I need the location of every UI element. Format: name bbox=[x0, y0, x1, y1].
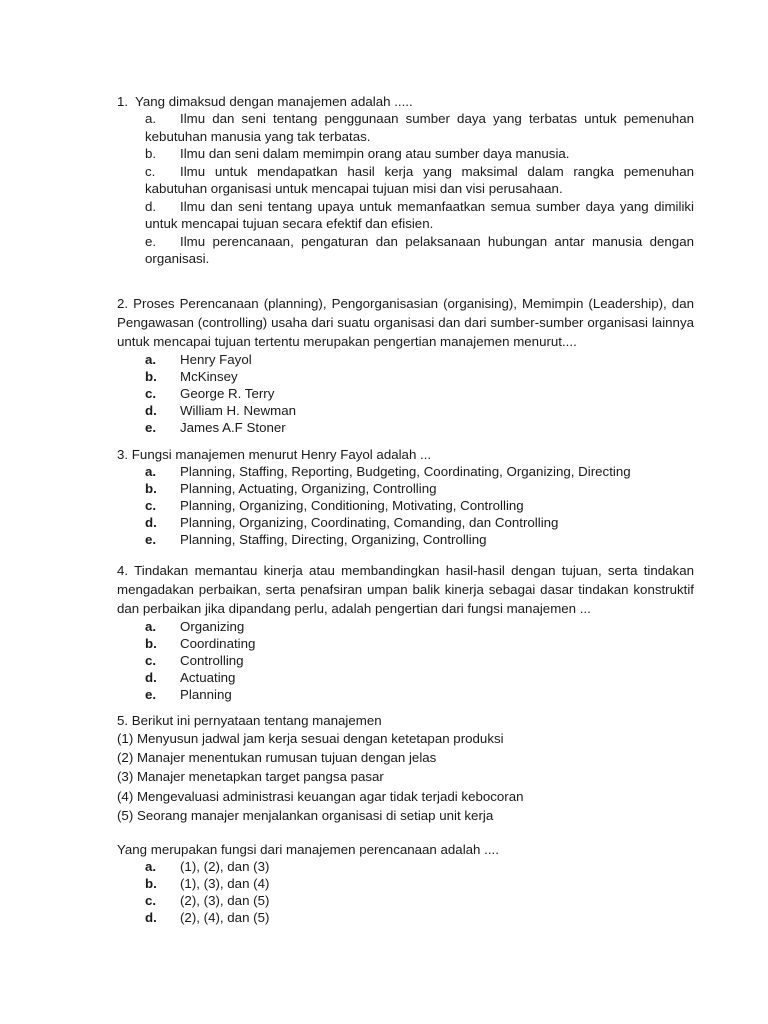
option-letter: b. bbox=[145, 636, 157, 651]
option-text: (2), (3), dan (5) bbox=[180, 893, 270, 909]
option-letter: a. bbox=[145, 464, 157, 479]
option-letter: e. bbox=[145, 420, 157, 435]
question-sub-stem: Yang merupakan fungsi dari manajemen perencanaan adalah .... bbox=[117, 842, 499, 858]
option-letter: c. bbox=[145, 893, 157, 909]
option-item bbox=[117, 402, 694, 419]
question-3 bbox=[117, 446, 694, 548]
option-text: Planning, Staffing, Directing, Organizing, Controlling bbox=[180, 532, 487, 547]
option-letter: a. bbox=[145, 111, 157, 126]
option-letter: c. bbox=[145, 163, 156, 179]
option-text: Planning, Actuating, Organizing, Controlling bbox=[180, 481, 437, 496]
option-item bbox=[117, 892, 694, 909]
option-text: (2), (4), dan (5) bbox=[180, 910, 270, 926]
option-letter: e. bbox=[145, 687, 157, 702]
question-text: Fungsi manajemen menurut Henry Fayol adalah ... bbox=[131, 447, 432, 462]
question-text: Tindakan memantau kinerja atau membandingkan hasil-hasil dengan tujuan, serta tindakan mengadakan perbaikan, serta penafsiran umpan balik kinerja sebagai dasar tindakan konstruktif dan perbaikan jika dipandang perlu, adalah pengertian dari fungsi manajemen ... bbox=[117, 563, 694, 616]
option-text: Planning, Staffing, Reporting, Budgeting, Coordinating, Organizing, Directing bbox=[180, 464, 631, 479]
option-item bbox=[117, 110, 694, 145]
option-text: William H. Newman bbox=[180, 403, 296, 418]
option-item bbox=[117, 463, 694, 480]
option-letter: d. bbox=[145, 910, 157, 926]
option-letter: d. bbox=[145, 403, 157, 418]
question-text: Berikut ini pernyataan tentang manajemen bbox=[131, 713, 382, 728]
option-list bbox=[117, 351, 694, 436]
option-item bbox=[117, 875, 694, 892]
option-letter: c. bbox=[145, 386, 157, 401]
option-letter: a. bbox=[145, 352, 157, 367]
option-text: Ilmu untuk mendapatkan hasil kerja yang maksimal dalam rangka pemenuhan kabutuhan organisasi untuk mencapai tujuan misi dan visi perusahaan. bbox=[145, 163, 694, 196]
option-text: Henry Fayol bbox=[180, 352, 252, 367]
option-letter: d. bbox=[145, 670, 157, 685]
question-number: 2. bbox=[117, 296, 129, 311]
statement-item: (2) Manajer menentukan rumusan tujuan dengan jelas bbox=[117, 750, 437, 766]
option-text: Planning, Organizing, Conditioning, Motivating, Controlling bbox=[180, 498, 524, 513]
option-letter: e. bbox=[145, 233, 157, 249]
question-number: 1. bbox=[117, 94, 129, 109]
option-letter: a. bbox=[145, 859, 157, 875]
option-text: Coordinating bbox=[180, 636, 256, 651]
option-list bbox=[117, 618, 694, 703]
option-item bbox=[117, 635, 694, 652]
option-letter: d. bbox=[145, 515, 157, 530]
statement-item: (3) Manajer menetapkan target pangsa pasar bbox=[117, 769, 384, 785]
option-item bbox=[117, 198, 694, 233]
question-stem bbox=[117, 294, 694, 351]
question-number: 4. bbox=[117, 563, 129, 578]
option-letter: b. bbox=[145, 369, 157, 384]
option-list bbox=[117, 110, 694, 268]
option-text: McKinsey bbox=[180, 369, 238, 384]
question-1 bbox=[117, 93, 694, 268]
option-letter: a. bbox=[145, 619, 157, 634]
option-item bbox=[117, 909, 694, 926]
question-text: Proses Perencanaan (planning), Pengorganisasian (organising), Memimpin (Leadership), dan Pengawasan (controlling) usaha dari suatu organisasi dan dari sumber-sumber organisasi lainnya untuk mencapai tujuan tertentu merupakan pengertian manajemen menurut.... bbox=[117, 296, 694, 349]
option-item bbox=[117, 514, 694, 531]
option-item bbox=[117, 858, 694, 875]
statement-list bbox=[117, 729, 694, 825]
option-text: (1), (2), dan (3) bbox=[180, 859, 270, 875]
question-2 bbox=[117, 294, 694, 436]
option-item bbox=[117, 497, 694, 514]
option-item bbox=[117, 480, 694, 497]
option-letter: e. bbox=[145, 532, 157, 547]
option-item bbox=[117, 618, 694, 635]
option-text: George R. Terry bbox=[180, 386, 275, 401]
option-text: Ilmu dan seni dalam memimpin orang atau sumber daya manusia. bbox=[180, 146, 570, 161]
option-list bbox=[117, 858, 694, 926]
question-stem bbox=[117, 561, 694, 618]
option-letter: c. bbox=[145, 653, 157, 668]
statement-item: (4) Mengevaluasi administrasi keuangan agar tidak terjadi kebocoran bbox=[117, 788, 524, 804]
option-letter: b. bbox=[145, 146, 157, 161]
statement-item: (1) Menyusun jadwal jam kerja sesuai dengan ketetapan produksi bbox=[117, 731, 504, 746]
option-text: Planning, Organizing, Coordinating, Comanding, dan Controlling bbox=[180, 515, 559, 530]
option-item bbox=[117, 233, 694, 268]
option-letter: b. bbox=[145, 481, 157, 496]
option-letter: c. bbox=[145, 498, 157, 513]
option-text: Controlling bbox=[180, 653, 244, 668]
option-letter: b. bbox=[145, 876, 157, 892]
option-text: Ilmu dan seni tentang upaya untuk memanfaatkan semua sumber daya yang dimiliki untuk mencapai tujuan secara efektif dan efisien. bbox=[145, 198, 694, 231]
option-letter: d. bbox=[145, 198, 157, 214]
question-stem bbox=[117, 446, 694, 463]
option-item bbox=[117, 669, 694, 686]
option-text: Actuating bbox=[180, 670, 236, 685]
option-item bbox=[117, 652, 694, 669]
question-stem bbox=[117, 712, 694, 729]
option-item bbox=[117, 351, 694, 368]
question-stem bbox=[117, 93, 694, 110]
option-text: Organizing bbox=[180, 619, 245, 634]
statement-item: (5) Seorang manajer menjalankan organisasi di setiap unit kerja bbox=[117, 807, 494, 823]
option-item bbox=[117, 163, 694, 198]
option-item bbox=[117, 145, 694, 163]
option-list bbox=[117, 463, 694, 548]
option-text: Ilmu perencanaan, pengaturan dan pelaksanaan hubungan antar manusia dengan organisasi. bbox=[145, 233, 694, 266]
question-4 bbox=[117, 561, 694, 703]
option-text: (1), (3), dan (4) bbox=[180, 876, 270, 892]
question-text: Yang dimaksud dengan manajemen adalah ..... bbox=[135, 94, 413, 109]
question-number: 5. bbox=[117, 713, 129, 728]
option-item bbox=[117, 419, 694, 436]
option-text: Planning bbox=[180, 687, 232, 702]
option-item bbox=[117, 686, 694, 703]
question-number: 3. bbox=[117, 447, 129, 462]
option-item bbox=[117, 531, 694, 548]
option-item bbox=[117, 385, 694, 402]
question-5 bbox=[117, 712, 694, 926]
option-text: Ilmu dan seni tentang penggunaan sumber daya yang terbatas untuk pemenuhan kebutuhan manusia yang tak terbatas. bbox=[145, 111, 694, 144]
option-text: James A.F Stoner bbox=[180, 420, 286, 435]
option-item bbox=[117, 368, 694, 385]
